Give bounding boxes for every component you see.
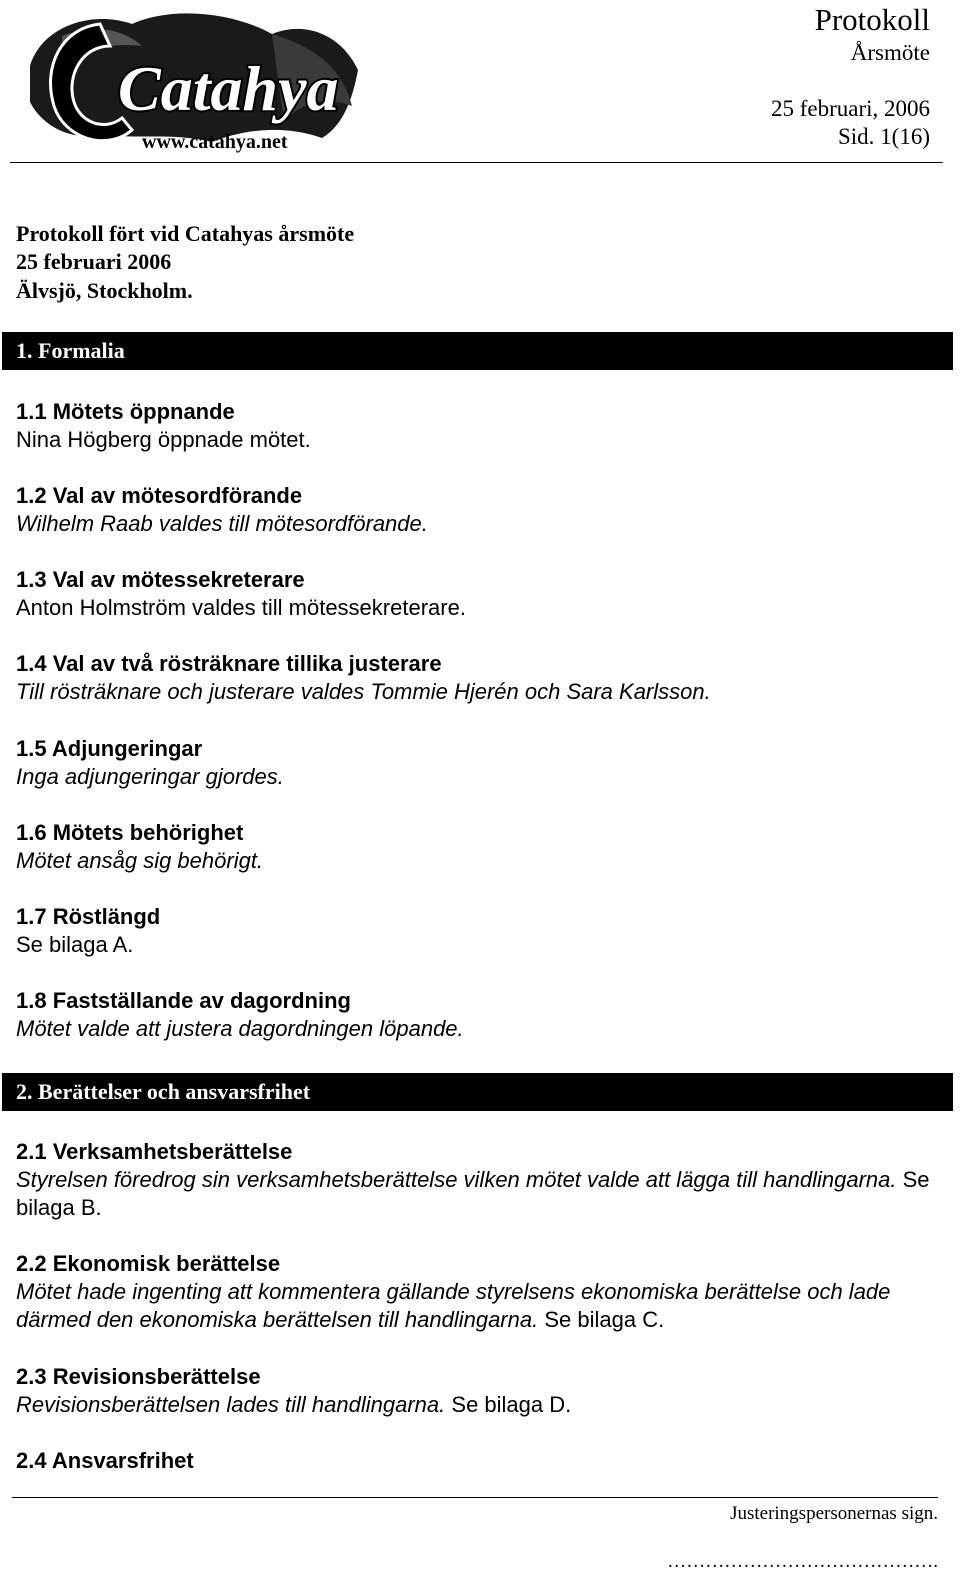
item-body: Mötet valde att justera dagordningen löpande.: [16, 1016, 464, 1041]
item-body: Revisionsberättelsen lades till handlingarna.: [16, 1392, 446, 1417]
logo-url: www.catahya.net: [142, 131, 288, 153]
item-heading: 1.7 Röstlängd: [16, 904, 161, 929]
item-body: Wilhelm Raab valdes till mötesordförande.: [16, 511, 428, 536]
item-heading: 1.2 Val av mötesordförande: [16, 483, 303, 508]
document-date: 25 februari, 2006: [770, 96, 930, 121]
logo-wordmark: Catahya: [118, 53, 339, 124]
item-reference: Se bilaga D.: [451, 1392, 572, 1417]
item-body: Se bilaga A.: [16, 932, 134, 957]
item-1-6: [16, 819, 946, 875]
item-body: Till rösträknare och justerare valdes Tommie Hjerén och Sara Karlsson.: [16, 679, 711, 704]
page-number: Sid. 1(16): [838, 124, 930, 149]
document-subtitle: Årsmöte: [850, 40, 930, 65]
item-body: Styrelsen föredrog sin verksamhetsberättelse vilken mötet valde att lägga till handlingarna.: [16, 1167, 897, 1192]
item-1-3: [16, 566, 946, 622]
intro-date: 25 februari 2006: [16, 249, 172, 274]
item-reference: Se bilaga B.: [16, 1167, 930, 1220]
item-heading: 1.8 Fastställande av dagordning: [16, 988, 351, 1013]
item-heading: 2.1 Verksamhetsberättelse: [16, 1139, 293, 1164]
item-2-2: [16, 1250, 946, 1334]
item-heading: 1.4 Val av två rösträknare tillika justerare: [16, 651, 442, 676]
signature-label: Justeringspersonernas sign.: [730, 1503, 938, 1524]
item-body: Inga adjungeringar gjordes.: [16, 764, 284, 789]
header-divider: [10, 162, 943, 163]
item-heading: 1.5 Adjungeringar: [16, 736, 203, 761]
item-1-7: [16, 903, 946, 959]
section-bar-formalia: 1. Formalia: [2, 332, 953, 370]
intro-title: Protokoll fört vid Catahyas årsmöte: [16, 221, 355, 246]
item-heading: 2.4 Ansvarsfrihet: [16, 1448, 194, 1473]
item-heading: 2.3 Revisionsberättelse: [16, 1364, 261, 1389]
intro-location: Älvsjö, Stockholm.: [16, 278, 193, 303]
item-body: Anton Holmström valdes till mötessekreterare.: [16, 595, 466, 620]
item-1-1: [16, 398, 946, 454]
item-body: Nina Högberg öppnade mötet.: [16, 427, 311, 452]
document-title: Protokoll: [814, 2, 930, 37]
item-1-2: [16, 482, 946, 538]
item-body: Mötet hade ingenting att kommentera gällande styrelsens ekonomiska berättelse och lade därmed den ekonomiska berättelsen till handlingarna.: [16, 1279, 891, 1332]
footer-divider: [12, 1497, 938, 1498]
item-1-5: [16, 735, 946, 791]
item-heading: 2.2 Ekonomisk berättelse: [16, 1251, 281, 1276]
item-2-3: [16, 1363, 946, 1419]
item-heading: 1.1 Mötets öppnande: [16, 399, 235, 424]
item-1-8: [16, 987, 946, 1043]
section-bar-berattelser: 2. Berättelser och ansvarsfrihet: [2, 1073, 953, 1111]
item-2-1: [16, 1138, 946, 1222]
item-reference: Se bilaga C.: [544, 1307, 665, 1332]
item-heading: 1.3 Val av mötessekreterare: [16, 567, 305, 592]
item-1-4: [16, 650, 946, 706]
item-2-4: [16, 1447, 946, 1475]
item-body: Mötet ansåg sig behörigt.: [16, 848, 264, 873]
signature-line: …………………………………….: [667, 1551, 938, 1572]
item-heading: 1.6 Mötets behörighet: [16, 820, 244, 845]
catahya-logo: [22, 6, 362, 158]
